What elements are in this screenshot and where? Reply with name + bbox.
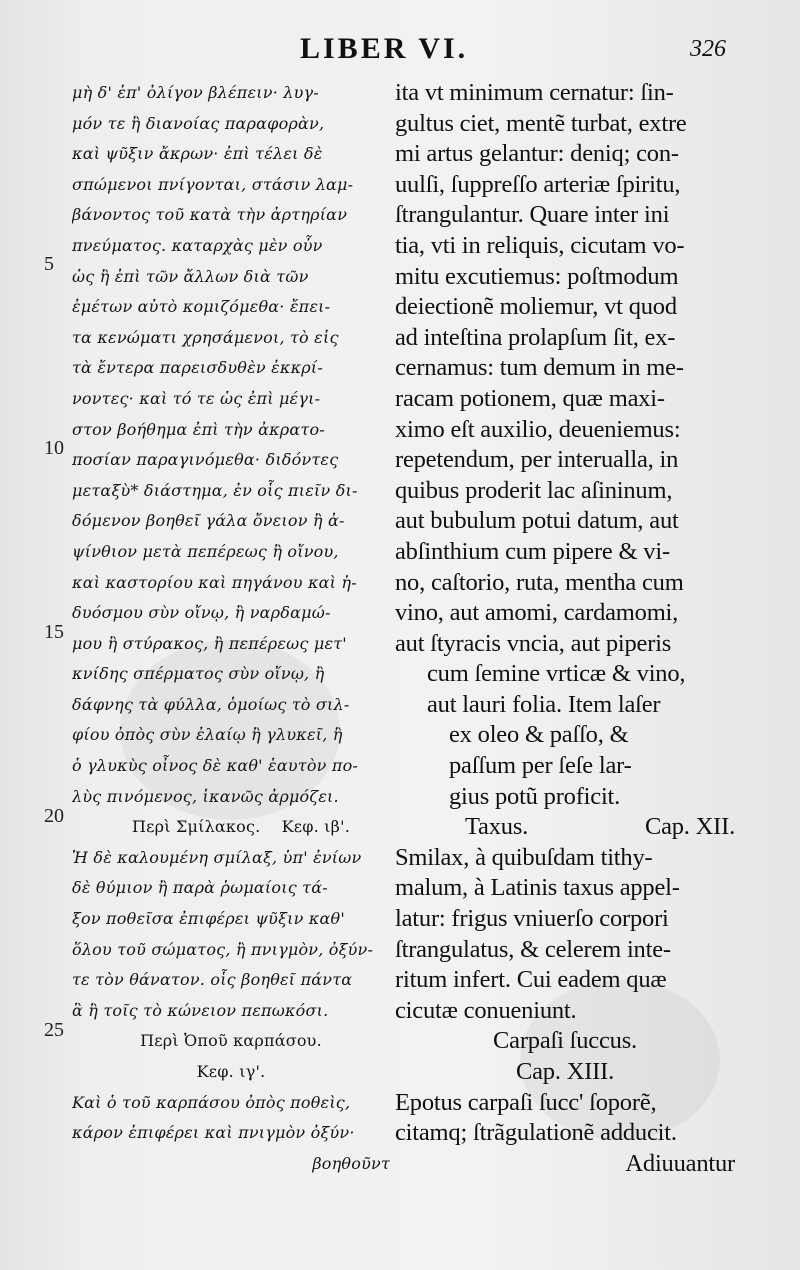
latin-line: ximo eſt auxilio, deueniemus: bbox=[395, 415, 681, 443]
greek-chapter-title: Περὶ Ὀποῦ καρπάσου. bbox=[140, 1031, 322, 1051]
greek-line: μεταξὺ* διάστημα, ἐν οἷς πιεῖν δι- bbox=[72, 480, 358, 500]
latin-line: aut lauri folia. Item laſer bbox=[427, 690, 661, 718]
latin-line: Epotus carpaſi ſucc' ſoporẽ, bbox=[395, 1088, 657, 1116]
latin-line: latur: frigus vniuerſo corpori bbox=[395, 905, 669, 933]
line-number: 10 bbox=[44, 437, 64, 459]
latin-line: ſtrangulatus, & celerem inte- bbox=[395, 935, 671, 963]
greek-line: ποσίαν παραγινόμεθα· διδόντες bbox=[72, 450, 339, 470]
latin-line: ad inteſtina prolapſum ſit, ex- bbox=[395, 323, 676, 351]
greek-line: ὡς ἢ ἐπὶ τῶν ἄλλων διὰ τῶν bbox=[72, 266, 309, 286]
greek-line: πνεύματος. καταρχὰς μὲν οὖν bbox=[72, 235, 323, 255]
latin-line: malum, à Latinis taxus appel- bbox=[395, 874, 680, 902]
greek-line: δόμενον βοηθεῖ γάλα ὄνειον ἢ ἀ- bbox=[72, 511, 345, 531]
latin-column bbox=[395, 78, 735, 1179]
greek-line: μου ἢ στύρακος, ἢ πεπέρεως μετ' bbox=[72, 633, 347, 653]
line-number: 15 bbox=[44, 621, 64, 643]
greek-line: καὶ ψῦξιν ἄκρων· ἐπὶ τέλει δὲ bbox=[72, 144, 323, 164]
latin-chapter-heading bbox=[395, 812, 735, 843]
greek-line: φίου ὀπὸς σὺν ἐλαίῳ ἢ γλυκεῖ, ἢ bbox=[72, 725, 343, 745]
greek-line: νοντες· καὶ τό τε ὡς ἐπὶ μέγι- bbox=[72, 388, 321, 408]
latin-line: uulſi, ſuppreſſo arteriæ ſpiritu, bbox=[395, 170, 681, 198]
greek-line: δὲ θύμιον ἢ παρὰ ῥωμαίοις τά- bbox=[72, 878, 328, 898]
greek-line: ἐμέτων αὐτὸ κομιζόμεθα· ἔπει- bbox=[72, 297, 331, 317]
latin-line: ex oleo & paſſo, & bbox=[449, 721, 629, 749]
greek-line: ἃ ἢ τοῖς τὸ κώνειον πεπωκόσι. bbox=[72, 1000, 329, 1020]
latin-line: gius potũ proficit. bbox=[449, 782, 621, 810]
page-header bbox=[0, 30, 800, 70]
greek-line: τα κενώματι χρησάμενοι, τὸ εἰς bbox=[72, 327, 339, 347]
latin-chapter-number: Cap. XIII. bbox=[515, 1058, 614, 1085]
latin-line: aut bubulum potui datum, aut bbox=[395, 507, 679, 535]
greek-line: κάρον ἐπιφέρει καὶ πνιγμὸν ὀξύν· bbox=[72, 1123, 355, 1143]
latin-line: aut ſtyracis vncia, aut piperis bbox=[395, 629, 672, 657]
latin-line: cernamus: tum demum in me- bbox=[395, 354, 684, 382]
latin-chapter-title: Carpaſi ſuccus. bbox=[493, 1027, 637, 1055]
latin-line: cicutæ conueniunt. bbox=[395, 996, 577, 1024]
latin-line: deiectionẽ moliemur, vt quod bbox=[395, 293, 677, 321]
page-number: 326 bbox=[690, 36, 726, 62]
greek-line: Ἡ δὲ καλουμένη σμίλαξ, ὑπ' ἐνίων bbox=[72, 847, 362, 867]
latin-line: mi artus gelantur: deniq; con- bbox=[395, 140, 679, 168]
greek-line: βάνοντος τοῦ κατὰ τὴν ἀρτηρίαν bbox=[72, 205, 348, 225]
greek-chapter-number: Κεφ. ιβ'. bbox=[281, 817, 350, 837]
greek-chapter-title: Περὶ Σμίλακος. bbox=[132, 817, 261, 837]
latin-line: quibus proderit lac aſininum, bbox=[395, 476, 673, 504]
greek-line: λὺς πινόμενος, ἱκανῶς ἀρμόζει. bbox=[72, 786, 339, 806]
latin-line: citamq; ſtrãgulationẽ adducit. bbox=[395, 1119, 677, 1147]
latin-line: ritum infert. Cui eadem quæ bbox=[395, 966, 667, 994]
greek-line: ξον ποθεῖσα ἐπιφέρει ψῦξιν καθ' bbox=[72, 909, 345, 929]
greek-line: Καὶ ὁ τοῦ καρπάσου ὀπὸς ποθεὶς, bbox=[72, 1092, 351, 1112]
running-title: LIBER VI. bbox=[300, 32, 469, 65]
greek-catchword: βοηθοῦντ bbox=[312, 1153, 390, 1173]
latin-line: vino, aut amomi, cardamomi, bbox=[395, 599, 679, 627]
latin-chapter-number: Cap. XII. bbox=[644, 813, 735, 841]
greek-line: ψίνθιον μετὰ πεπέρεως ἢ οἴνου, bbox=[72, 541, 339, 561]
latin-line: Smilax, à quibuſdam tithy- bbox=[395, 843, 653, 871]
latin-line: gultus ciet, mentẽ turbat, extre bbox=[395, 109, 687, 137]
latin-catchword: Adiuuantur bbox=[625, 1149, 735, 1177]
latin-line: ita vt minimum cernatur: ſin- bbox=[395, 79, 674, 106]
latin-chapter-title: Taxus. bbox=[465, 813, 529, 841]
latin-line: no, caſtorio, ruta, mentha cum bbox=[395, 568, 684, 596]
greek-chapter-number: Κεφ. ιγ'. bbox=[196, 1062, 266, 1081]
greek-line: δυόσμου σὺν οἴνῳ, ἢ ναρδαμώ- bbox=[72, 603, 331, 623]
line-number: 20 bbox=[44, 805, 64, 827]
greek-line: κνίδης σπέρματος σὺν οἴνῳ, ἢ bbox=[72, 664, 325, 684]
greek-line: τὰ ἔντερα παρεισδυθὲν ἐκκρί- bbox=[72, 358, 323, 378]
latin-line: tia, vti in reliquis, cicutam vo- bbox=[395, 231, 685, 259]
greek-line: μόν τε ἢ διανοίας παραφορὰν, bbox=[72, 113, 325, 133]
greek-line: μὴ δ' ἐπ' ὀλίγον βλέπειν· λυγ- bbox=[72, 83, 319, 102]
latin-line: repetendum, per interualla, in bbox=[395, 446, 679, 474]
line-number: 25 bbox=[44, 1019, 64, 1041]
greek-chapter-heading bbox=[72, 812, 390, 843]
latin-line: cum ſemine vrticæ & vino, bbox=[427, 660, 686, 688]
greek-line: τε τὸν θάνατον. οἷς βοηθεῖ πάντα bbox=[72, 970, 353, 990]
greek-line: σπώμενοι πνίγονται, στάσιν λαμ- bbox=[72, 174, 354, 194]
latin-line: ſtrangulantur. Quare inter ini bbox=[395, 201, 670, 229]
latin-line: paſſum per ſeſe lar- bbox=[449, 752, 632, 780]
greek-line: στον βοήθημα ἐπὶ τὴν ἀκρατο- bbox=[72, 419, 325, 439]
greek-line: καὶ καστορίου καὶ πηγάνου καὶ ἡ- bbox=[72, 572, 357, 592]
latin-line: mitu excutiemus: poſtmodum bbox=[395, 262, 679, 290]
greek-line: ὁ γλυκὺς οἶνος δὲ καθ' ἑαυτὸν πο- bbox=[72, 756, 359, 776]
greek-line: δάφνης τὰ φύλλα, ὁμοίως τὸ σιλ- bbox=[72, 694, 350, 714]
greek-line: ὅλου τοῦ σώματος, ἢ πνιγμὸν, ὀξύν- bbox=[72, 939, 374, 959]
latin-line: racam potionem, quæ maxi- bbox=[395, 384, 665, 412]
greek-column bbox=[72, 78, 390, 1179]
latin-line: abſinthium cum pipere & vi- bbox=[395, 537, 670, 565]
line-number: 5 bbox=[44, 253, 54, 275]
